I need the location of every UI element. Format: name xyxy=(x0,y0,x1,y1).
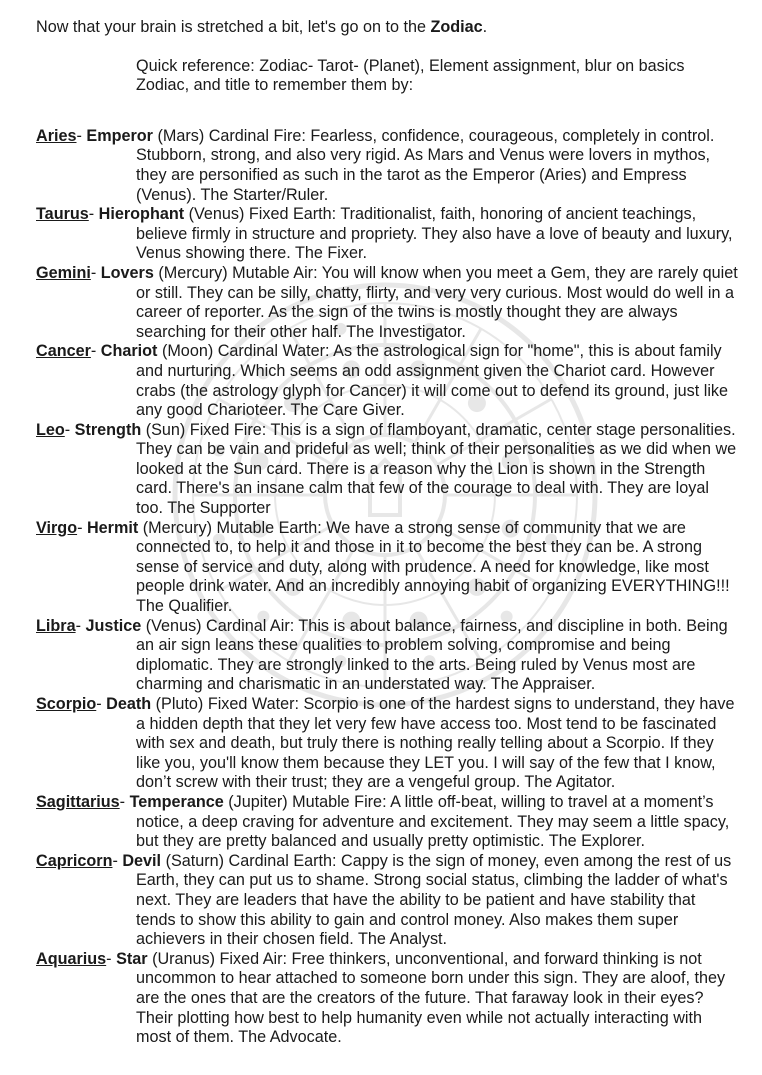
sign-name: Aquarius xyxy=(36,949,107,968)
intro-text-end: . xyxy=(482,18,488,36)
intro-highlight: Zodiac xyxy=(430,18,483,36)
tarot-card-name: Hermit xyxy=(86,518,139,537)
zodiac-list xyxy=(36,127,738,1048)
sign-description: (Pluto) Fixed Water: Scorpio is one of the hardest signs to understand, they have a hidden depth that they let very few have access too. Most tend to be fascinated with sex and death, but truly there is nothing really telling about a Scorpio. If they like you, you'll know them because they LET you. I will say of the few that I know, don’t screw with their trust; they are a vengeful group. The Agitator. xyxy=(136,695,735,792)
sign-description: (Moon) Cardinal Water: As the astrological sign for "home", this is about family and nurturing. Which seems an odd assignment given the Chariot card. However crabs (the astrology glyph for Cancer) it will come out to defend its ground, just like any good Charioteer. The Care Giver. xyxy=(136,342,729,420)
zodiac-entry-capricorn: Capricorn- Devil (Saturn) Cardinal Earth: Cappy is the sign of money, even among the rest of us Earth, they can put us to shame. Strong social status, climbing the ladder of what's next. They are leaders that have the ability to be patient and have stability that tends to show this ability to gain and control money. Also makes them super achievers in their chosen field. The Analyst. xyxy=(36,851,732,949)
sign-description: (Venus) Cardinal Air: This is about balance, fairness, and discipline in both. Being an air sign leans these qualities to problem solving, compromise and being diplomatic. They are strongly linked to the arts. Being ruled by Venus most are charming and charismatic in an understated way. The Appraiser. xyxy=(136,616,728,694)
sign-description: (Venus) Fixed Earth: Traditionalist, faith, honoring of ancient teachings, believe firmly in structure and propriety. They also have a love of beauty and luxury, Venus showing there. The Fixer. xyxy=(136,205,733,263)
zodiac-entry-gemini: Gemini- Lovers (Mercury) Mutable Air: You will know when you meet a Gem, they are rarely quiet or still. They can be silly, chatty, flirty, and very very curious. Most would do well in a career of reporter. As the sign of the twins is mostly thought they are always searching for their other half. The Investigator. xyxy=(36,263,738,341)
intro-text: Now that your brain is stretched a bit, let's go on to the xyxy=(36,18,431,36)
zodiac-entry-cancer: Cancer- Chariot (Moon) Cardinal Water: As the astrological sign for "home", this is about family and nurturing. Which seems an odd assignment given the Chariot card. However crabs (the astrology glyph for Cancer) it will come out to defend its ground, just like any good Charioteer. The Care Giver. xyxy=(36,342,729,420)
tarot-card-name: Emperor xyxy=(86,126,153,145)
sign-name: Virgo xyxy=(36,518,78,537)
tarot-card-name: Hierophant xyxy=(98,205,185,224)
sign-description: (Jupiter) Mutable Fire: A little off-beat, willing to travel at a moment’s notice, a deep craving for adventure and excitement. They may seem a little spacy, but they are pretty balanced and usually pretty optimistic. The Explorer. xyxy=(136,792,730,851)
tarot-card-name: Star xyxy=(116,949,148,968)
sign-name: Gemini xyxy=(36,263,91,282)
sign-description: (Mars) Cardinal Fire: Fearless, confidence, courageous, completely in control. Stubborn, strong, and also very rigid. As Mars and Venus were lovers in mythos, they are personified as such in the tarot as the Emperor (Aries) and Empress (Venus). The Starter/Ruler. xyxy=(136,126,715,204)
sign-name: Scorpio xyxy=(36,695,97,713)
sign-name: Capricorn xyxy=(36,851,113,870)
tarot-card-name: Death xyxy=(106,695,152,713)
sign-description: (Mercury) Mutable Earth: We have a strong sense of community that we are connected to, to help it and those in it to become the best they can be. A strong sense of service and duty, along with prudence. A need for knowledge, like most people drink water. And an incredibly annoying habit of organizing EVERYTHING!!! The Qualifier. xyxy=(136,518,730,616)
zodiac-entry-scorpio: Scorpio- Death (Pluto) Fixed Water: Scorpio is one of the hardest signs to understand, they have a hidden depth that they let very few have access too. Most tend to be fascinated with sex and death, but truly there is nothing really telling about a Scorpio. If they like you, you'll know them because they LET you. I will say of the few that I know, don’t screw with their trust; they are a vengeful group. The Agitator. xyxy=(36,695,735,792)
sign-name: Cancer xyxy=(36,342,91,361)
sign-name: Aries xyxy=(36,126,77,145)
sign-description: (Saturn) Cardinal Earth: Cappy is the sign of money, even among the rest of us Earth, they can put us to shame. Strong social status, climbing the ladder of what's next. They are leaders that have the ability to be patient and have stability that tends to show this ability to gain and control money. Also makes them super achievers in their chosen field. The Analyst. xyxy=(136,851,732,949)
tarot-card-name: Justice xyxy=(85,616,142,635)
sign-name: Leo xyxy=(36,420,65,439)
zodiac-entry-virgo: Virgo- Hermit (Mercury) Mutable Earth: We have a strong sense of community that we are connected to, to help it and those in it to become the best they can be. A strong sense of service and duty, along with prudence. A need for knowledge, like most people drink water. And an incredibly annoying habit of organizing EVERYTHING!!! The Qualifier. xyxy=(36,518,730,616)
sign-description: (Mercury) Mutable Air: You will know when you meet a Gem, they are rarely quiet or still. They can be silly, chatty, flirty, and very very curious. Most would do well in a career of reporter. As the sign of the twins is mostly thought they are always searching for their other half. The Investigator. xyxy=(136,263,738,341)
tarot-card-name: Chariot xyxy=(100,342,158,361)
zodiac-entry-aquarius: Aquarius- Star (Uranus) Fixed Air: Free thinkers, unconventional, and forward thinking is not uncommon to hear attached to someone born under this sign. They are aloof, they are the ones that are the creators of the future. That faraway look in their eyes? Their plotting how best to help humanity even while not actually interacting with most of them. The Advocate. xyxy=(36,949,726,1047)
zodiac-entry-sagittarius: Sagittarius- Temperance (Jupiter) Mutable Fire: A little off-beat, willing to travel at a moment’s notice, a deep craving for adventure and excitement. They may seem a little spacy, but they are pretty balanced and usually pretty optimistic. The Explorer. xyxy=(36,792,730,851)
tarot-card-name: Strength xyxy=(74,420,142,439)
sign-name: Taurus xyxy=(36,205,89,224)
tarot-card-name: Lovers xyxy=(100,263,154,282)
sign-name: Libra xyxy=(36,616,76,635)
intro-paragraph xyxy=(36,18,738,38)
tarot-card-name: Devil xyxy=(122,851,162,870)
zodiac-entry-aries: Aries- Emperor (Mars) Cardinal Fire: Fearless, confidence, courageous, completely in control. Stubborn, strong, and also very rigid. As Mars and Venus were lovers in mythos, they are personified as such in the tarot as the Emperor (Aries) and Empress (Venus). The Starter/Ruler. xyxy=(36,126,715,204)
quick-reference: Quick reference: Zodiac- Tarot- (Planet), Element assignment, blur on basics Zodiac, and title to remember them by: xyxy=(136,56,685,95)
zodiac-entry-libra: Libra- Justice (Venus) Cardinal Air: This is about balance, fairness, and discipline in both. Being an air sign leans these qualities to problem solving, compromise and being diplomatic. They are strongly linked to the arts. Being ruled by Venus most are charming and charismatic in an understated way. The Appraiser. xyxy=(36,616,728,694)
sign-description: (Sun) Fixed Fire: This is a sign of flamboyant, dramatic, center stage personalities. They can be vain and prideful as well; think of their personalities as we did when we looked at the Sun card. There is a reason why the Lion is shown in the Strength card. There's an insane calm that few of the courage to deal with. They are loyal too. The Supporter xyxy=(136,420,737,518)
sign-description: (Uranus) Fixed Air: Free thinkers, unconventional, and forward thinking is not uncommon to hear attached to someone born under this sign. They are aloof, they are the ones that are the creators of the future. That faraway look in their eyes? Their plotting how best to help humanity even while not actually interacting with most of them. The Advocate. xyxy=(136,949,726,1047)
sign-name: Sagittarius xyxy=(36,792,120,811)
zodiac-entry-leo: Leo- Strength (Sun) Fixed Fire: This is a sign of flamboyant, dramatic, center stage personalities. They can be vain and prideful as well; think of their personalities as we did when we looked at the Sun card. There is a reason why the Lion is shown in the Strength card. There's an insane calm that few of the courage to deal with. They are loyal too. The Supporter xyxy=(36,420,737,518)
tarot-card-name: Temperance xyxy=(129,792,224,811)
zodiac-entry-taurus: Taurus- Hierophant (Venus) Fixed Earth: Traditionalist, faith, honoring of ancient teachings, believe firmly in structure and propriety. They also have a love of beauty and luxury, Venus showing there. The Fixer. xyxy=(36,205,733,263)
